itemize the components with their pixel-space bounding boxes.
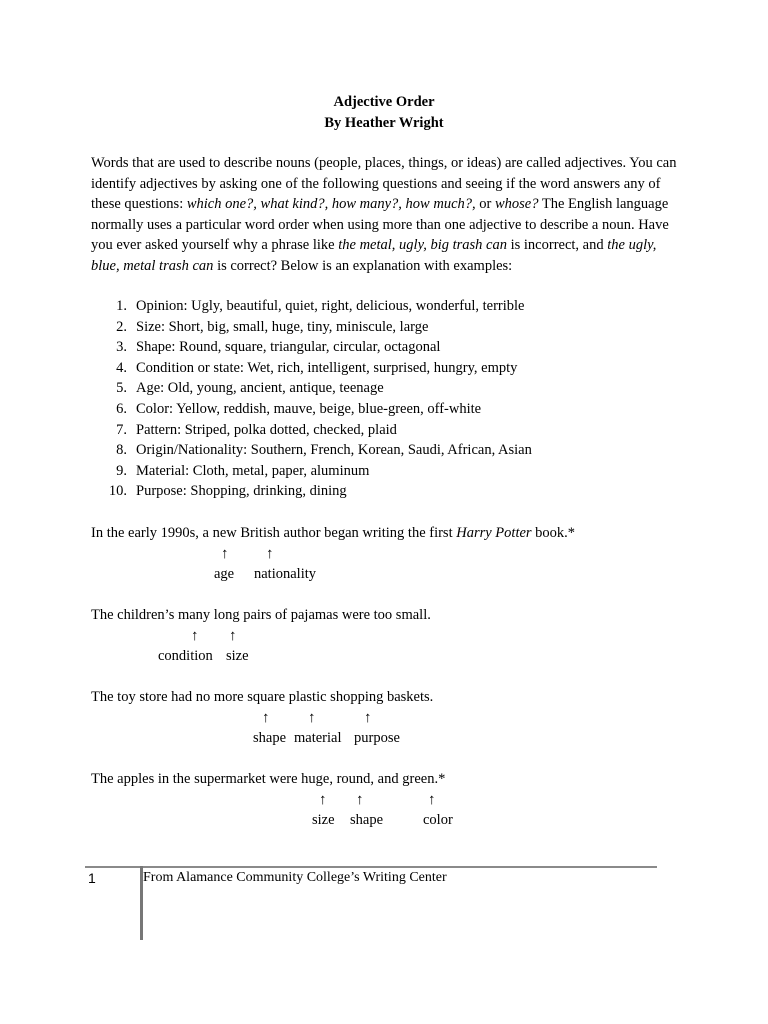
- list-item: [91, 337, 681, 358]
- list-number: 10.: [108, 483, 127, 500]
- example-text: book.*: [531, 525, 576, 541]
- list-text: Purpose: Shopping, drinking, dining: [136, 483, 347, 500]
- list-number: 7.: [116, 421, 127, 438]
- list-text: Shape: Round, square, triangular, circular, octagonal: [136, 339, 441, 356]
- up-arrow-icon: ↑: [266, 546, 274, 562]
- document-author: By Heather Wright: [324, 115, 444, 131]
- example-label: material: [294, 730, 342, 746]
- example-text: In the early 1990s, a new British author began writing the first: [91, 525, 457, 541]
- list-item: [91, 317, 681, 338]
- example-label: shape: [350, 812, 384, 828]
- up-arrow-icon: ↑: [229, 628, 237, 644]
- up-arrow-icon: ↑: [319, 792, 327, 808]
- example-label: age: [214, 566, 235, 582]
- up-arrow-icon: ↑: [364, 710, 372, 726]
- example-label: size: [312, 812, 335, 828]
- intro-italic: the ugly, blue, metal trash can: [91, 237, 657, 274]
- list-number: 5.: [116, 380, 127, 397]
- up-arrow-icon: ↑: [308, 710, 316, 726]
- adjective-order-list: [91, 296, 681, 502]
- up-arrow-icon: ↑: [221, 546, 229, 562]
- intro-italic: the metal, ugly, big trash can: [338, 237, 507, 254]
- list-number: 3.: [116, 339, 127, 356]
- up-arrow-icon: ↑: [428, 792, 436, 808]
- up-arrow-icon: ↑: [262, 710, 270, 726]
- list-text: Age: Old, young, ancient, antique, teenage: [136, 380, 384, 397]
- example-sentence-1: [91, 525, 575, 542]
- example-label: color: [423, 812, 453, 828]
- list-item: [91, 378, 681, 399]
- example-sentence-4: The apples in the supermarket were huge, round, and green.*: [91, 771, 446, 787]
- document-title: Adjective Order: [333, 94, 435, 110]
- list-text: Material: Cloth, metal, paper, aluminum: [136, 462, 370, 479]
- example-label: size: [226, 648, 249, 664]
- example-label: purpose: [354, 730, 400, 746]
- example-label: condition: [158, 648, 213, 664]
- intro-text: or: [475, 196, 495, 213]
- example-sentence-2: The children’s many long pairs of pajamas were too small.: [91, 607, 431, 623]
- intro-text: The English language normally uses a particular word order when using more than one adjective to describe a noun. Have you ever asked yourself why a phrase like: [91, 196, 669, 254]
- list-number: 2.: [116, 318, 127, 335]
- intro-text: is correct? Below is an explanation with examples:: [213, 257, 513, 274]
- list-text: Condition or state: Wet, rich, intelligent, surprised, hungry, empty: [136, 359, 518, 376]
- list-number: 4.: [116, 359, 127, 376]
- list-number: 1.: [116, 298, 127, 314]
- list-item: [91, 440, 681, 461]
- list-number: 6.: [116, 400, 127, 417]
- list-text: Origin/Nationality: Southern, French, Korean, Saudi, African, Asian: [136, 442, 532, 459]
- up-arrow-icon: ↑: [356, 792, 364, 808]
- list-text: Opinion: Ugly, beautiful, quiet, right, delicious, wonderful, terrible: [136, 298, 525, 314]
- up-arrow-icon: ↑: [191, 628, 199, 644]
- list-text: Size: Short, big, small, huge, tiny, miniscule, large: [136, 318, 429, 335]
- list-text: Color: Yellow, reddish, mauve, beige, blue-green, off-white: [136, 400, 482, 417]
- list-item: [91, 461, 681, 482]
- intro-italic: whose?: [494, 196, 539, 213]
- intro-text: Words that are used to describe nouns (people, places, things, or ideas) are called adjectives. You can identify adjectives by asking one of the following questions and seeing if the word answers any of these questions:: [91, 155, 677, 213]
- list-item: [91, 358, 681, 379]
- page-number: 1: [88, 870, 96, 886]
- intro-paragraph: [91, 153, 681, 277]
- example-italic: Harry Potter: [456, 525, 532, 541]
- list-text: Pattern: Striped, polka dotted, checked, plaid: [136, 421, 397, 438]
- footer-text: From Alamance Community College’s Writing Center: [143, 870, 447, 885]
- list-item: [91, 481, 681, 502]
- list-number: 9.: [116, 462, 127, 479]
- example-label: shape: [253, 730, 287, 746]
- intro-text: is incorrect, and: [506, 237, 608, 254]
- list-number: 8.: [116, 442, 127, 459]
- footer-rule: [85, 866, 657, 868]
- intro-italic: which one?, what kind?, how many?, how much?,: [186, 196, 476, 213]
- list-item: [91, 296, 681, 317]
- example-sentence-3: The toy store had no more square plastic shopping baskets.: [91, 689, 434, 705]
- example-label: nationality: [254, 566, 317, 582]
- list-item: [91, 399, 681, 420]
- list-item: [91, 420, 681, 441]
